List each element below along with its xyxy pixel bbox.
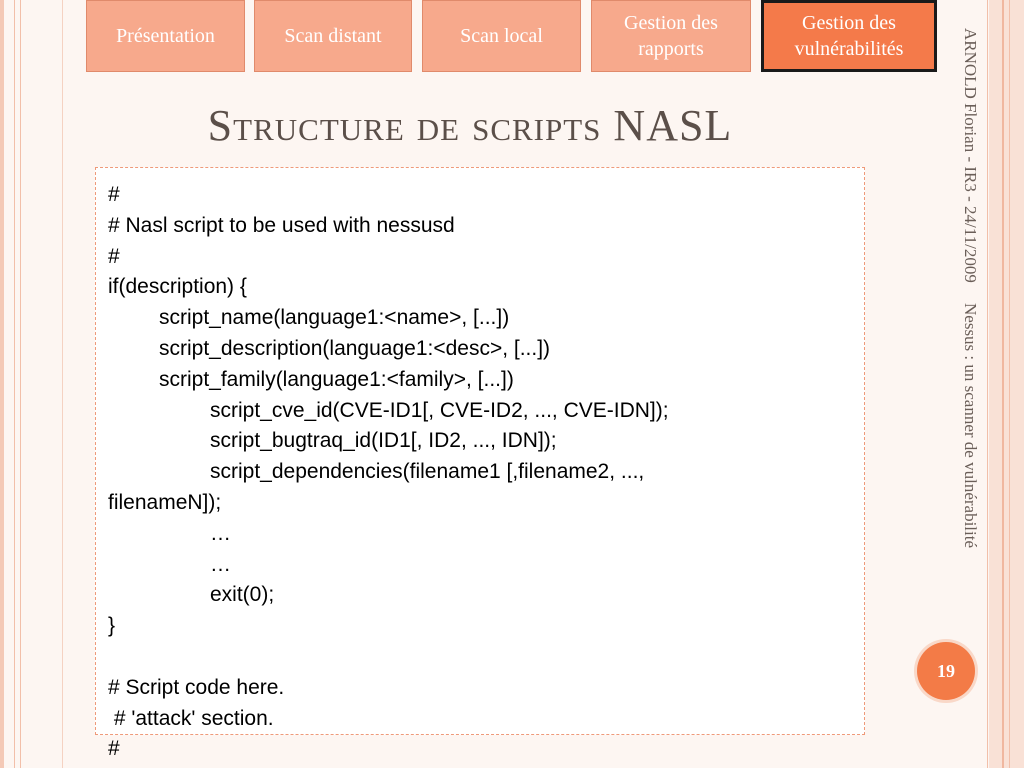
nav-tab-scan-local[interactable]: Scan local xyxy=(422,0,581,72)
code-line: script_bugtraq_id(ID1[, ID2, ..., IDN]); xyxy=(210,429,557,453)
code-line: # xyxy=(108,244,120,268)
code-line: # xyxy=(108,183,120,206)
side-caption xyxy=(955,28,985,628)
code-line: # 'attack' section. xyxy=(108,706,274,730)
author-date-caption: ARNOLD Florian - IR3 - 24/11/2009 xyxy=(961,28,980,283)
code-line: exit(0); xyxy=(210,583,275,607)
code-line xyxy=(108,642,669,673)
code-line: if(description) { xyxy=(108,275,247,299)
code-line: script_description(language1:<desc>, [...]) xyxy=(159,336,551,360)
slide-title: Structure de scripts NASL xyxy=(207,101,733,150)
right-decor-rule xyxy=(1009,0,1010,768)
code-line: script_dependencies(filename1 [,filename2, ..., xyxy=(210,460,645,484)
code-line: # xyxy=(108,737,120,761)
code-line: # Nasl script to be used with nessusd xyxy=(108,213,455,237)
nav-tab-gestion-rapports[interactable]: Gestion des rapports xyxy=(591,0,751,72)
code-line: # Script code here. xyxy=(108,675,285,699)
left-decor-rule xyxy=(14,0,15,768)
subject-caption: Nessus : un scanner de vulnérabilité xyxy=(961,303,980,549)
code-line: script_cve_id(CVE-ID1[, CVE-ID2, ..., CVE-IDN]); xyxy=(210,398,669,422)
right-decor-rule xyxy=(987,0,988,768)
nav-tab-scan-distant[interactable]: Scan distant xyxy=(254,0,412,72)
code-line: filenameN]); xyxy=(108,490,222,514)
code-line: … xyxy=(210,552,231,576)
left-decor-rule xyxy=(0,0,4,768)
code-line: script_family(language1:<family>, [...]) xyxy=(159,367,514,391)
code-line: script_name(language1:<name>, [...]) xyxy=(159,306,510,330)
left-decor-rule xyxy=(62,0,63,768)
code-box xyxy=(95,167,865,761)
right-decor-rule xyxy=(1002,0,1004,768)
nav-tab-gestion-vulnerabilites-active[interactable]: Gestion des vulnérabilités xyxy=(761,0,937,72)
left-decor-rule xyxy=(20,0,21,768)
right-decor-band xyxy=(989,0,1024,768)
code-line: } xyxy=(108,614,116,638)
code-line: … xyxy=(210,521,231,545)
page-number-badge: 19 xyxy=(917,642,975,700)
nav-tab-presentation[interactable]: Présentation xyxy=(86,0,245,72)
code-listing xyxy=(108,180,669,765)
